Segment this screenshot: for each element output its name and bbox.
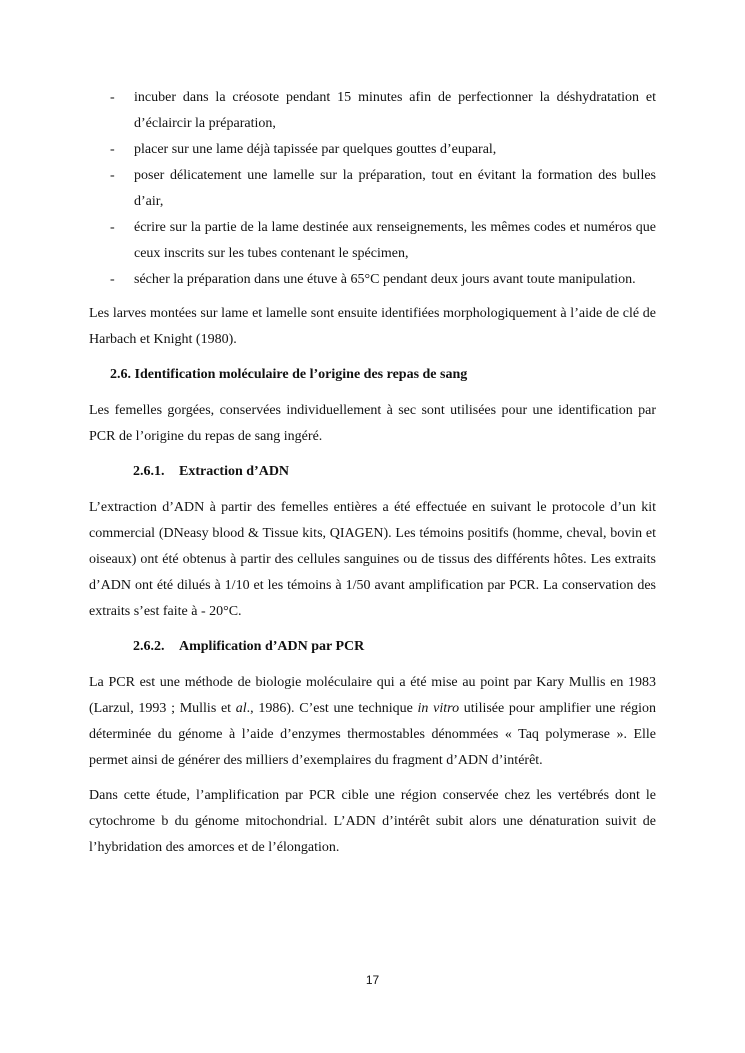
paragraph-etude: Dans cette étude, l’amplification par PCR cible une région conservée chez les vertébrés dont le cytochrome b du génome mitochondrial. L’ADN d’intérêt subit alors une dénaturation suivit de l’hybridation des amorces et de l’élongation. (89, 788, 656, 855)
list-item: - poser délicatement une lamelle sur la préparation, tout en évitant la formation des bulles d’air, (110, 168, 656, 209)
section-heading-2-6-1: 2.6.1. Extraction d’ADN (133, 464, 290, 479)
paragraph-larves: Les larves montées sur lame et lamelle sont ensuite identifiées morphologiquement à l’aide de clé de Harbach et Knight (1980). (89, 306, 656, 347)
section-heading-2-6: 2.6. Identification moléculaire de l’origine des repas de sang (110, 367, 468, 382)
list-item: - sécher la préparation dans une étuve à 65°C pendant deux jours avant toute manipulation. (110, 272, 636, 287)
list-item: - incuber dans la créosote pendant 15 minutes afin de perfectionner la déshydratation et d’éclaircir la préparation, (110, 90, 656, 131)
paragraph-extraction: L’extraction d’ADN à partir des femelles entières a été effectuée en suivant le protocole d’un kit commercial (DNeasy blood & Tissue kits, QIAGEN). Les témoins positifs (homme, cheval, bovin et oiseaux) ont été obtenus à partir des cellules sanguines ou de tissus des différents hôtes. Les extraits d’ADN ont été dilués à 1/10 et les témoins à 1/50 avant amplification par PCR. La conservation des extraits s’est faite à - 20°C. (89, 500, 656, 619)
list-item: - écrire sur la partie de la lame destinée aux renseignements, les mêmes codes et numéros que ceux inscrits sur les tubes contenant le spécimen, (110, 220, 656, 261)
procedure-list (89, 85, 656, 293)
document-page (89, 85, 656, 870)
paragraph-pcr: La PCR est une méthode de biologie moléculaire qui a été mise au point par Kary Mullis en 1983 (Larzul, 1993 ; Mullis et al., 1986). C’est une technique in vitro utilisée pour amplifier une région déterminée du génome à l’aide d’enzymes thermostables dénommées « Taq polymerase ». Elle permet ainsi de générer des milliers d’exemplaires du fragment d’ADN d’intérêt. (89, 675, 656, 768)
section-heading-2-6-2: 2.6.2. Amplification d’ADN par PCR (133, 639, 365, 654)
list-item: - placer sur une lame déjà tapissée par quelques gouttes d’euparal, (110, 142, 497, 157)
paragraph-femelles: Les femelles gorgées, conservées individuellement à sec sont utilisées pour une identification par PCR de l’origine du repas de sang ingéré. (89, 403, 656, 444)
page-number: 17 (365, 973, 380, 987)
